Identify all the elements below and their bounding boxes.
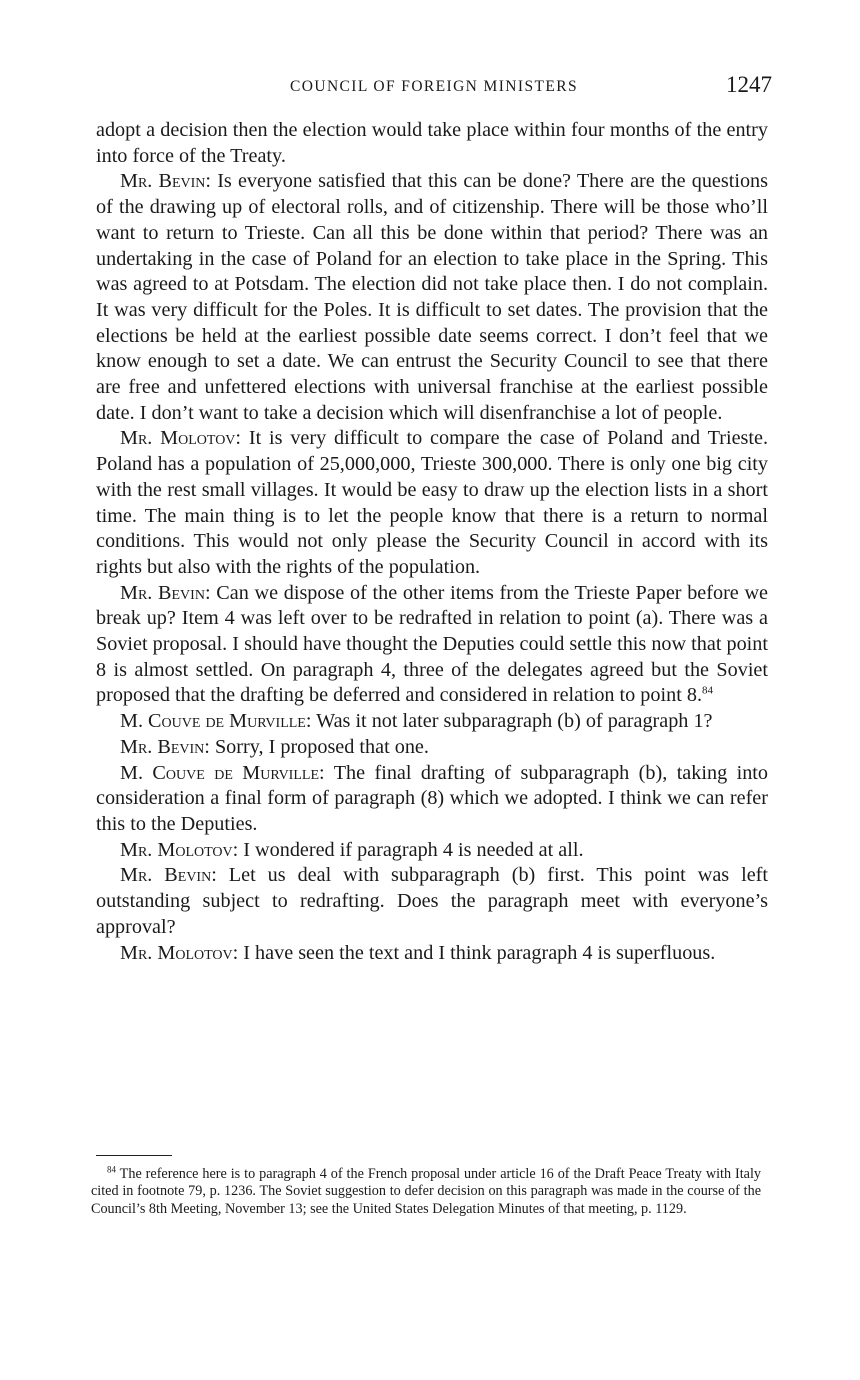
paragraph bbox=[96, 735, 768, 761]
paragraph-text: The final drafting of subparagraph (b), taking into consideration a final form of paragraph (8) which we adopted. I think we can refer this to the Deputies. bbox=[96, 761, 768, 835]
speaker-name: M. Couve de Murville: bbox=[120, 710, 312, 733]
speaker-name: Mr. Molotov: bbox=[120, 838, 239, 861]
paragraph-text: Can we dispose of the other items from the Trieste Paper before we break up? Item 4 was left over to be redrafted in relation to point (a). There was a Soviet proposal. I should have thought the Deputies could settle this now that point 8 is almost settled. On paragraph 4, three of the delegates agreed but the Soviet proposed that the drafting be deferred and considered in relation to point 8. bbox=[96, 581, 769, 707]
main-text bbox=[96, 118, 768, 966]
paragraph bbox=[96, 581, 768, 710]
paragraph-text: Let us deal with subparagraph (b) first. This point was left outstanding subject to redrafting. Does the paragraph meet with everyone’s approval? bbox=[96, 864, 768, 938]
paragraph bbox=[96, 838, 768, 864]
paragraph bbox=[96, 426, 768, 580]
footnote-mark: 84 bbox=[107, 1164, 116, 1175]
footnote-paragraph bbox=[91, 1166, 761, 1218]
paragraph-text: Was it not later subparagraph (b) of paragraph 1? bbox=[311, 710, 713, 733]
paragraph bbox=[96, 169, 768, 426]
page-header bbox=[96, 72, 772, 106]
speaker-name: Mr. Molotov: bbox=[120, 427, 242, 450]
paragraph bbox=[96, 863, 768, 940]
paragraph-text: adopt a decision then the election would take place within four months of the entry into force of the Treaty. bbox=[96, 119, 768, 167]
speaker-name: Mr. Bevin: bbox=[120, 581, 211, 604]
paragraph-text: I have seen the text and I think paragraph 4 is superfluous. bbox=[238, 941, 716, 964]
speaker-name: Mr. Molotov: bbox=[120, 941, 239, 964]
running-head: COUNCIL OF FOREIGN MINISTERS bbox=[290, 78, 578, 95]
paragraph-text: Is everyone satisfied that this can be done? There are the questions of the drawing up of electoral rolls, and of citizenship. There will be those who’ll want to return to Trieste. Can all this be done within that period? There was an undertaking in the case of Poland for an election to take place in the Spring. This was agreed to at Potsdam. The election did not take place then. I do not complain. It was very difficult for the Poles. It is difficult to set dates. The provision that the elections be held at the earliest possible date seems correct. I don’t feel that we know enough to set a date. We can entrust the Security Council to see that there are free and unfettered elections with universal franchise at the earliest possible date. I don’t want to take a decision which will disenfranchise a lot of people. bbox=[96, 170, 768, 424]
paragraph bbox=[96, 761, 768, 838]
footnote-reference: 84 bbox=[702, 684, 713, 697]
paragraph bbox=[96, 118, 768, 169]
paragraph-text: It is very difficult to compare the case of Poland and Trieste. Poland has a population of 25,000,000, Trieste 300,000. There is only one big city with the rest small villages. It would be easy to draw up the election lists in a short time. The main thing is to let the people know that there is a return to normal conditions. This would not only please the Security Council in accord with its rights but also with the rights of the population. bbox=[96, 427, 768, 578]
footnote bbox=[91, 1166, 761, 1218]
page-number: 1247 bbox=[726, 72, 772, 97]
speaker-name: Mr. Bevin: bbox=[120, 735, 210, 758]
paragraph-text: I wondered if paragraph 4 is needed at all. bbox=[238, 838, 584, 861]
footnote-divider bbox=[96, 1155, 172, 1156]
speaker-name: Mr. Bevin: bbox=[120, 170, 212, 193]
paragraph bbox=[96, 941, 768, 967]
speaker-name: Mr. Bevin: bbox=[120, 864, 217, 887]
footnote-text: The reference here is to paragraph 4 of the French proposal under article 16 of the Draft Peace Treaty with Italy cited in footnote 79, p. 1236. The Soviet suggestion to defer decision on this paragraph was made in the course of the Council’s 8th Meeting, November 13; see the United States Delegation Minutes of that meeting, p. 1129. bbox=[91, 1166, 761, 1217]
speaker-name: M. Couve de Murville: bbox=[120, 761, 325, 784]
paragraph bbox=[96, 709, 768, 735]
paragraph-text: Sorry, I proposed that one. bbox=[209, 735, 429, 758]
